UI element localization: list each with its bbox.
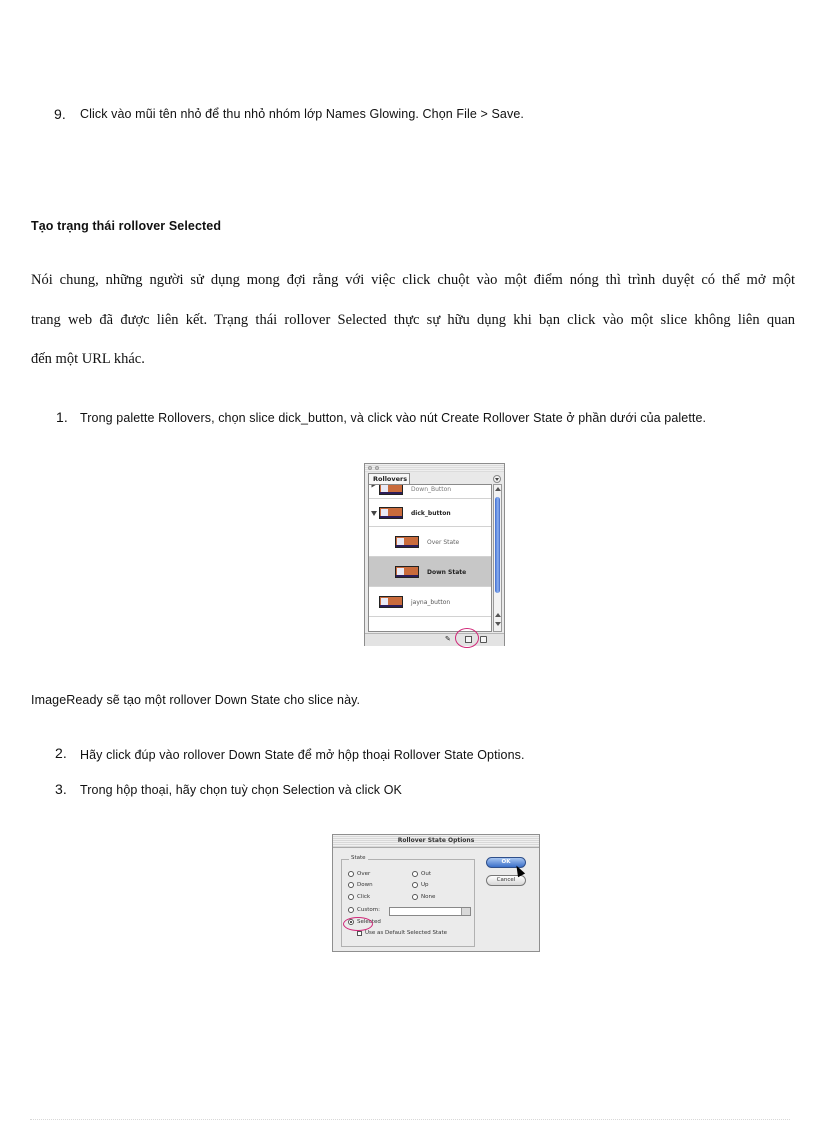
paragraph-line-3: đến một URL khác. [31, 351, 145, 367]
slice-thumbnail [379, 507, 403, 519]
radio-none[interactable] [412, 894, 418, 900]
radio-click[interactable] [348, 894, 354, 900]
state-thumbnail [395, 566, 419, 578]
radio-out-label: Out [421, 871, 431, 877]
page-bottom-rule [30, 1119, 790, 1120]
step-9-text: Click vào mũi tên nhỏ để thu nhỏ nhóm lớp Names Glowing. Chọn File > Save. [80, 107, 524, 121]
close-dot-icon[interactable] [368, 466, 372, 470]
step-1-number: 1. [56, 409, 68, 425]
paragraph-line-2: trang web đã được liên kết. Trạng thái rollover Selected thực sự hữu dụng khi bạn click vào một slice không liên quan [31, 312, 795, 328]
row-label: Down_Button [411, 486, 452, 493]
dialog-title: Rollover State Options [333, 835, 539, 848]
state-thumbnail [395, 536, 419, 548]
row-label: Down State [427, 569, 467, 576]
slice-thumbnail [379, 484, 403, 495]
palette-menu-icon[interactable] [493, 475, 501, 483]
step-9-number: 9. [54, 106, 66, 122]
row-label: Over State [427, 539, 460, 546]
palette-scrollbar[interactable] [493, 484, 502, 632]
step-2-text: Hãy click đúp vào rollover Down State để mở hộp thoại Rollover State Options. [80, 748, 525, 762]
scroll-thumb[interactable] [495, 497, 500, 593]
list-item[interactable] [369, 484, 491, 499]
step-2-number: 2. [55, 745, 67, 761]
paragraph-line-1: Nói chung, những người sử dụng mong đợi rằng với việc click chuột vào một điểm nóng thì trình duyệt có thể mở một [31, 272, 795, 288]
radio-click-label: Click [357, 894, 371, 900]
radio-none-label: None [421, 894, 436, 900]
list-item[interactable] [369, 557, 491, 587]
step-3-text: Trong hộp thoại, hãy chọn tuỳ chọn Selection và click OK [80, 783, 402, 797]
radio-selected-label: Selected [357, 919, 381, 925]
scroll-down-icon[interactable] [495, 622, 501, 626]
radio-out[interactable] [412, 871, 418, 877]
tab-rollovers[interactable]: Rollovers [368, 473, 410, 484]
list-item[interactable] [369, 499, 491, 527]
scroll-up-icon[interactable] [495, 613, 501, 617]
step-1-text: Trong palette Rollovers, chọn slice dick_button, và click vào nút Create Rollover State ở phần dưới của palette. [80, 411, 707, 425]
highlight-circle [343, 917, 373, 931]
radio-custom[interactable] [348, 907, 354, 913]
list-item[interactable] [369, 587, 491, 617]
radio-down-label: Down [357, 882, 373, 888]
palette-titlebar [365, 464, 504, 472]
radio-up[interactable] [412, 882, 418, 888]
highlight-circle [455, 628, 479, 648]
radio-over-label: Over [357, 871, 371, 877]
rollover-list [368, 484, 492, 632]
cancel-button[interactable]: Cancel [486, 875, 526, 886]
radio-custom-label: Custom: [357, 907, 380, 913]
section-heading: Tạo trạng thái rollover Selected [31, 219, 222, 233]
palette-bottom-bar [365, 633, 504, 646]
trash-icon[interactable] [480, 636, 487, 643]
rollover-state-options-dialog [332, 834, 540, 952]
row-label: dick_button [411, 510, 451, 517]
scroll-up-icon[interactable] [495, 487, 501, 491]
disclosure-triangle-icon[interactable] [371, 511, 377, 516]
custom-state-select[interactable] [389, 907, 471, 916]
slice-thumbnail [379, 596, 403, 608]
rollovers-palette [364, 463, 505, 646]
radio-down[interactable] [348, 882, 354, 888]
caption-imageready: ImageReady sẽ tạo một rollover Down State cho slice này. [31, 693, 361, 707]
step-3-number: 3. [55, 781, 67, 797]
default-selected-label: Use as Default Selected State [365, 930, 448, 936]
list-item[interactable] [369, 527, 491, 557]
radio-over[interactable] [348, 871, 354, 877]
row-label: jayna_button [411, 599, 451, 606]
default-selected-checkbox[interactable] [357, 931, 362, 936]
minimize-dot-icon[interactable] [375, 466, 379, 470]
disclosure-triangle-icon[interactable] [372, 484, 377, 488]
state-group-label: State [351, 855, 366, 861]
slice-tool-icon[interactable]: ✎ [445, 635, 451, 643]
ok-button[interactable]: OK [486, 857, 526, 868]
radio-up-label: Up [421, 882, 429, 888]
